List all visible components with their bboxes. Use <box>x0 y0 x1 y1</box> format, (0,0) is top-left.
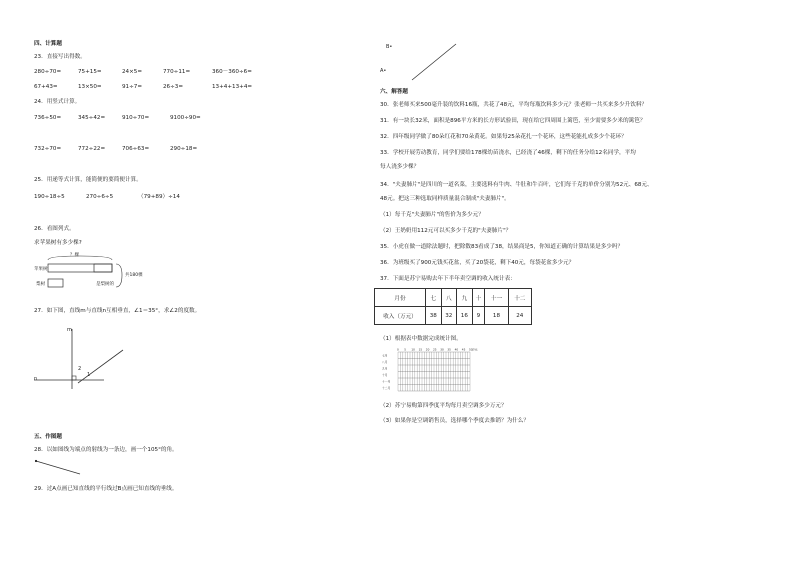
calc-item: 67+43= <box>34 84 58 90</box>
grid-row-label: 八月 <box>382 360 388 364</box>
grid-tick-label: 0 <box>397 347 399 352</box>
question-34: 34．"夫妻肺片"是四川的一道名菜，主要选料有牛肉、牛肚和牛百叶，它们每千克的单价分别为52元、68元、 <box>380 182 653 188</box>
point-b-label: B• <box>386 44 393 50</box>
question-27: 27．如下图，直线m与直线n互相垂直，∠1＝35°，求∠2的度数。 <box>34 308 201 314</box>
grid-row-label: 十月 <box>382 373 388 377</box>
table-cell: 九 <box>457 289 473 307</box>
grid-tick-label: 15 <box>418 347 423 352</box>
question-25: 25．用递等式计算，能简便的要简便计算。 <box>34 177 142 183</box>
calc-item: 13×50= <box>78 84 102 90</box>
table-cell: 十一 <box>485 289 508 307</box>
grid-tick-label: 10 <box>411 347 415 352</box>
question-29: 29．过A点画已知直线的平行线过B点画已知直线的垂线。 <box>34 486 178 492</box>
calc-item: 24×5= <box>122 69 143 75</box>
section-6-title: 六、解答题 <box>380 89 408 95</box>
calc-item: 9100÷90= <box>170 115 201 121</box>
question-34-part-2: （2）王奶奶用112元可以买多少千克的"夫妻肺片"？ <box>380 228 512 234</box>
grid-row-label: 十一月 <box>382 379 391 384</box>
angle-2-label: 2 <box>78 366 82 372</box>
point-a-label: A• <box>380 68 387 74</box>
table-header-cell: 月份 <box>375 289 426 307</box>
question-28: 28．以如图线为端点的射线为一条边，画一个105°的角。 <box>34 447 178 453</box>
question-37: 37．下面是苏宁易购去年下半年卖空调的收入统计表： <box>380 276 516 282</box>
question-35: 35．小虎在做一道除法题时，把除数83看成了38，结果商是5，你知道正确的计算结果是多少吗？ <box>380 244 624 250</box>
table-cell: 38 <box>426 307 442 325</box>
question-26: 26．看图列式。 <box>34 226 75 232</box>
grid-tick-label: 30 <box>440 347 444 352</box>
calc-item: 190÷18÷5 <box>34 194 65 200</box>
grid-tick-label: 20 <box>425 347 430 352</box>
question-37-part-3: （3）如果你是空调销售员，选择哪个季度去推销？为什么？ <box>380 418 529 424</box>
grid-tick-label: 45 <box>461 347 466 352</box>
grid-tick-label: 5 <box>404 347 406 352</box>
question-26-ask: 求苹果树有多少棵? <box>34 240 82 246</box>
question-33: 33．学校开展劳动教育，同学们要给178棵幼苗浇水，已经浇了46棵，剩下的任务分给12名同学，平均 <box>380 150 636 156</box>
question-36: 36．为班级买了900元钱买花盆，买了20袋花，剩下40元，每袋花盆多少元？ <box>380 260 575 266</box>
question-37-part-2: （2）苏宁易购第四季度平均每月卖空调多少万元？ <box>380 403 507 409</box>
calc-item: 280÷70= <box>34 69 62 75</box>
diagram-label: ？棵 <box>70 253 79 258</box>
question-30: 30．张老师买来500毫升装的饮料16瓶，共花了48元，平均每瓶饮料多少元？张老师一共买来多少升饮料？ <box>380 102 647 108</box>
question-34-part-1: （1）每千克"夫妻肺片"的售价为多少元？ <box>380 212 484 218</box>
table-cell: 24 <box>508 307 531 325</box>
section-4-title: 四、计算题 <box>34 41 62 47</box>
perpendicular-lines-figure <box>34 325 134 390</box>
calc-item: （79+89）÷14 <box>138 194 180 200</box>
calc-item: 75+15= <box>78 69 102 75</box>
grid-tick-label: 40 <box>454 347 459 352</box>
calc-item: 13+4+13+4= <box>212 84 253 90</box>
ray-figure <box>34 458 94 478</box>
grid-tick-label: 25 <box>433 347 437 352</box>
grid-tick-label: 35 <box>447 347 451 352</box>
angle-1-label: 1 <box>87 372 91 378</box>
grid-row-label: 九月 <box>382 366 388 371</box>
calc-item: 736÷50= <box>34 115 62 121</box>
grid-row-label: 七月 <box>382 353 388 358</box>
empty-bar-grid <box>380 346 490 396</box>
calc-item: 910÷70= <box>122 115 150 121</box>
diagram-label: 共180棵 <box>125 273 143 278</box>
line-m-label: m <box>67 327 72 333</box>
calc-item: 270÷6÷5 <box>86 194 114 200</box>
table-header-cell: 收入（万元） <box>375 307 426 325</box>
question-24: 24．用竖式计算。 <box>34 99 81 105</box>
income-table <box>374 288 532 325</box>
line-n-label: n <box>34 376 38 382</box>
diagram-label: 梨树 <box>36 282 45 287</box>
table-row <box>375 289 532 307</box>
grid-row-label: 十二月 <box>382 386 391 390</box>
calc-item: 26÷3= <box>163 84 184 90</box>
given-line-figure <box>410 42 460 82</box>
calc-item: 345÷42= <box>78 115 106 121</box>
question-31: 31．有一块长32米，面积是896平方米的长方形试验田，现在给它四周围上篱笆，至少需要多少米的篱笆？ <box>380 118 646 124</box>
table-cell: 16 <box>457 307 473 325</box>
section-5-title: 五、作图题 <box>34 434 62 440</box>
table-cell: 十二 <box>508 289 531 307</box>
calc-item: 706÷63= <box>122 146 150 152</box>
calc-item: 732÷70= <box>34 146 62 152</box>
grid-unit-label: 万元 <box>472 347 478 352</box>
table-cell: 十 <box>472 289 485 307</box>
calc-item: 772÷22= <box>78 146 106 152</box>
calc-item: 770÷11= <box>163 69 191 75</box>
grid-tick-label: 50 <box>469 347 473 352</box>
table-cell: 八 <box>441 289 457 307</box>
question-32: 32．四年级同学做了80朵红花和70朵黄花。如果每25朵花扎一个花环，这些花能扎成多少个花环？ <box>380 134 627 140</box>
question-23: 23．直接写出得数。 <box>34 54 86 60</box>
calc-item: 360－360÷6= <box>212 69 252 75</box>
table-row <box>375 307 532 325</box>
table-cell: 9 <box>472 307 485 325</box>
diagram-label: 苹果树 <box>34 267 48 272</box>
diagram-label: 是梨树的 <box>96 282 114 287</box>
table-cell: 32 <box>441 307 457 325</box>
calc-item: 290÷18= <box>170 146 198 152</box>
question-34-cont: 48元。把这三种选取同样质量混合制成"夫妻肺片"。 <box>380 196 510 202</box>
table-cell: 18 <box>485 307 508 325</box>
question-37-part-1: （1）根据表中数据完成统计图。 <box>380 336 462 342</box>
table-cell: 七 <box>426 289 442 307</box>
question-33-cont: 每人浇多少棵？ <box>380 164 420 170</box>
calc-item: 91÷7= <box>122 84 143 90</box>
